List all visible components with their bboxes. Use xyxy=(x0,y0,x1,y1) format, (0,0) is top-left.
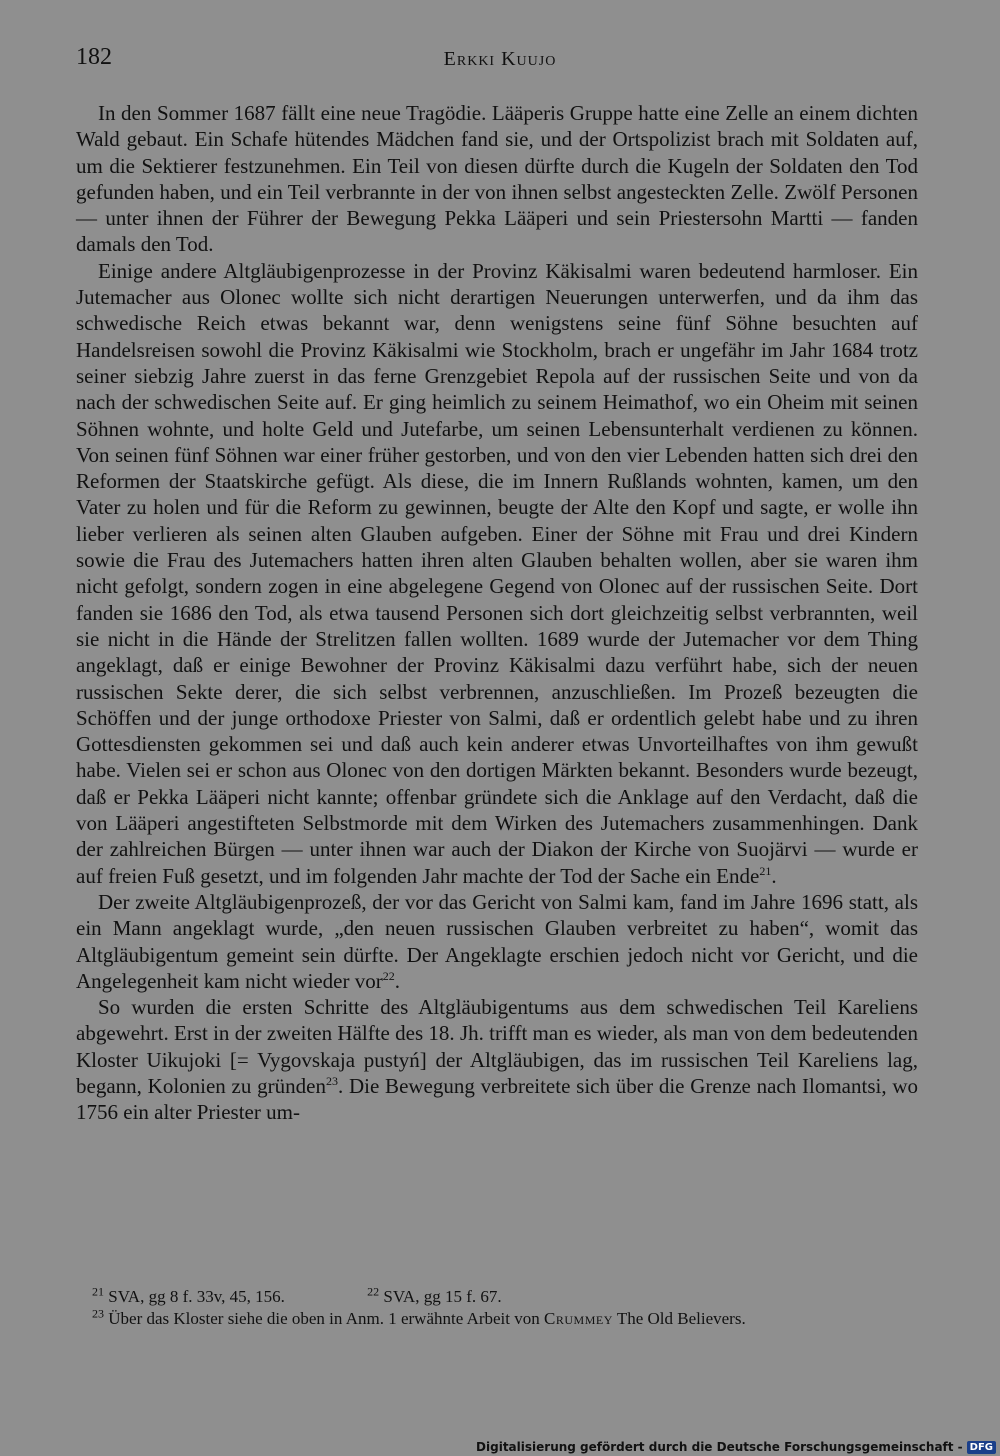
footnote-23-number: 23 xyxy=(92,1306,104,1321)
footer-text: Digitalisierung gefördert durch die Deutsche Forschungsgemeinschaft - xyxy=(476,1440,963,1454)
paragraph-4-continued: Die Bewegung verbreitete sich über die Grenze nach Ilomantsi, wo 1756 ein alter Priester um- xyxy=(76,1073,919,1125)
footnote-21-number: 21 xyxy=(92,1284,104,1299)
running-head: Erkki Kuujo xyxy=(443,48,557,70)
paragraph-2-end: . xyxy=(771,863,777,888)
paragraph-2 xyxy=(76,258,918,889)
paragraph-4-end: . xyxy=(337,1073,344,1098)
footnote-22-number: 22 xyxy=(367,1284,380,1299)
footnote-23-text-a: Über das Kloster siehe die oben in Anm. 1 erwähnte Arbeit von xyxy=(108,1309,540,1328)
footnote-23-text-b: The Old Believers. xyxy=(616,1309,746,1328)
dfg-logo-icon: DFG xyxy=(967,1441,996,1454)
footnote-22-text: SVA, gg 15 f. 67. xyxy=(383,1287,502,1306)
paragraph-2-text: Einige andere Altgläubigenprozesse in der Provinz Käkisalmi waren bedeutend harmloser. Ein Jutemacher aus Olonec wollte sich nicht derartigen Neuerungen unterwerfen, und da ihm das schwedische Reich etwas bekannt war, denn wenigstens seine fünf Söhne besuchten auf Handelsreisen sowohl die Provinz Käkisalmi wie Stockholm, brach er ungefähr im Jahr 1684 trotz seiner siebzig Jahre zuerst in das ferne Grenzgebiet Repola auf der russischen Seite und von da nach der schwedischen Seite auf. Er ging heimlich zu seinem Heimathof, wo ein Oheim mit seinen Söhnen wohnte, und holte Geld und Jutefarbe, um seinen Lebensunterhalt verdienen zu können. Von seinen fünf Söhnen war einer früher gestorben, und von den vier Lebenden hatten sich drei den Reformen der Staatskirche gefügt. Als diese, die im Innern Rußlands wohnten, kamen, um den Vater zu holen und für die Reform zu gewinnen, beugte der Alte den Kopf und sagte, er wolle ihn lieber verlieren als seinen alten Glauben aufgeben. Einer der Söhne mit Frau und drei Kindern sowie die Frau des Jutemachers hatten ihren alten Glauben behalten wollen, aber sie waren ihm nicht gefolgt, sondern zogen in eine abgelegene Gegend von Olonec auf der russischen Seite. Dort fanden sie 1686 den Tod, als etwa tausend Personen sich dort gleichzeitig selbst verbrannten, weil sie nicht in die Hände der Strelitzen fallen wollten. 1689 wurde der Jutemacher vor dem Thing angeklagt, daß er einige Bewohner der Provinz Käkisalmi dazu verführt habe, sich der neuen russischen Sekte derer, die sich selbst verbrennen, anzuschließen. Im Prozeß bezeugten die Schöffen und der junge orthodoxe Priester von Salmi, daß er ordentlich gelebt habe und zu ihren Gottesdiensten gekommen sei und daß auch kein anderer etwas Unvorteilhaftes von ihm gewußt habe. Vielen sei er schon aus Olonec von den dortigen Märkten bekannt. Besonders wurde bezeugt, daß er Pekka Lääperi nicht kannte; offenbar gründete sich die Anklage auf den Verdacht, daß die von Lääperi angestifteten Selbstmorde mit dem Wirken des Jutemachers zusammenhingen. Dank der zahlreichen Bürgen — unter ihnen war auch der Diakon der Kirche von Suojärvi — wurde er auf freien Fuß gesetzt, und im folgenden Jahr machte der Tod der Sache ein Ende xyxy=(76,258,918,888)
footnote-ref-22: 22 xyxy=(382,968,395,983)
paragraph-1: In den Sommer 1687 fällt eine neue Tragödie. Lääperis Gruppe hatte eine Zelle an einem dichten Wald gebaut. Ein Schafe hütendes Mädchen fand sie, und der Ortspolizist brach mit Soldaten auf, um die Sektierer festzunehmen. Ein Teil von diesen dürfte durch die Kugeln der Soldaten den Tod gefunden haben, und ein Teil verbrannte in der von ihnen selbst angesteckten Zelle. Zwölf Personen — unter ihnen der Führer der Bewegung Pekka Lääperi und sein Priestersohn Martti — fanden damals den Tod. xyxy=(76,101,918,257)
paragraph-4 xyxy=(76,994,918,1125)
footnote-21-text: SVA, gg 8 f. 33v, 45, 156. xyxy=(108,1287,285,1306)
paragraph-4-text: So wurden die ersten Schritte des Altgläubigentums aus dem schwedischen Teil Kareliens abgewehrt. Erst in der zweiten Hälfte des 18. Jh. trifft man es wieder, als man von dem bedeutenden Kloster Uikujoki [= Vygovskaja pustyń] der Altgläubigen, das im russischen Teil Kareliens lag, begann, Kolonien zu gründen xyxy=(76,995,918,1098)
digitization-footer xyxy=(476,1440,996,1454)
footnote-line-2 xyxy=(92,1308,918,1330)
footnote-23-author: Crummey xyxy=(544,1309,613,1328)
page-number: 182 xyxy=(76,44,112,70)
paragraph-3-end: . xyxy=(394,968,400,993)
footnote-ref-21: 21 xyxy=(759,863,772,878)
footnote-line-1 xyxy=(92,1286,918,1308)
footnote-ref-23: 23 xyxy=(325,1073,338,1088)
paragraph-3 xyxy=(76,889,918,994)
paragraph-3-text: Der zweite Altgläubigenprozeß, der vor das Gericht von Salmi kam, fand im Jahre 1696 statt, als ein Mann angeklagt wurde, „den neuen russischen Glauben verbreitet zu haben“, womit das Altgläubigentum gemeint sein dürfte. Der Angeklagte erschien jedoch nicht vor Gericht, und die Angelegenheit kam nicht wieder vor xyxy=(76,889,918,993)
footnotes xyxy=(92,1286,918,1330)
body-text xyxy=(76,100,918,1126)
